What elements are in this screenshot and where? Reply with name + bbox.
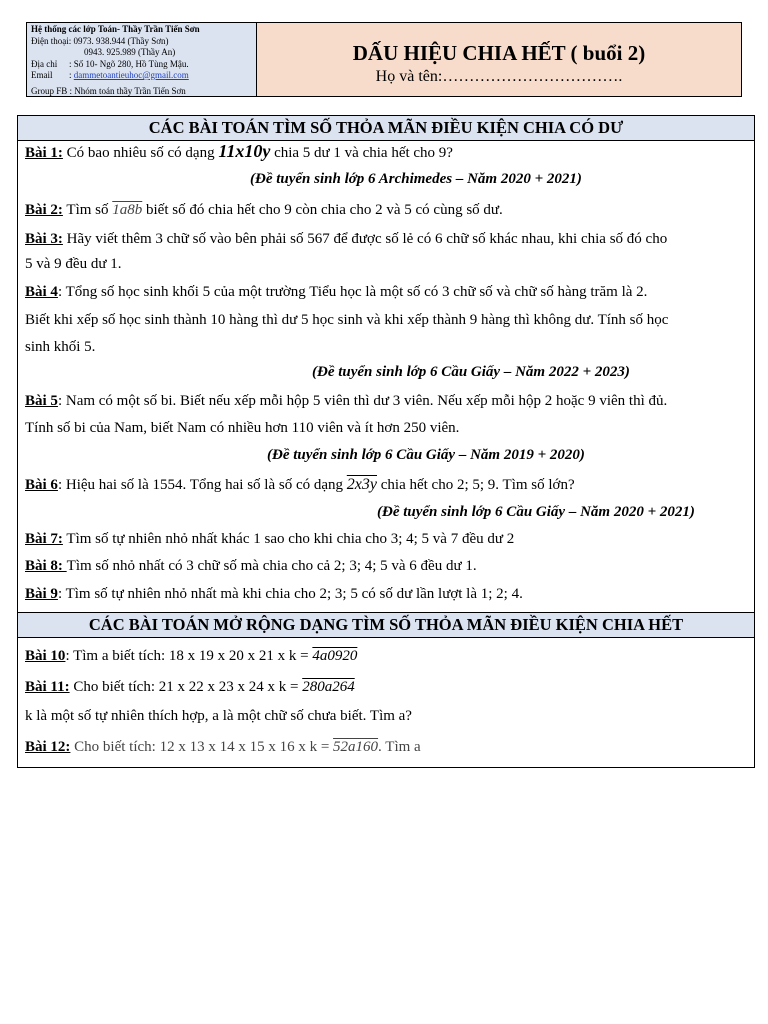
number-form: 2x3y (346, 476, 377, 493)
email-link[interactable]: dammetoantieuhoc@gmail.com (73, 70, 189, 80)
problem-5: Bài 5: Nam có một số bi. Biết nếu xếp mỗi hộp 5 viên thì dư 3 viên. Nếu xếp mỗi hộp 2 hoặc 9 viên thì đủ. (25, 393, 668, 409)
address: : Số 10- Ngõ 280, Hồ Tùng Mậu. (69, 58, 189, 69)
address-label: Địa chỉ (31, 58, 58, 69)
facebook-group: Group FB : Nhóm toán thầy Trần Tiến Sơn (31, 85, 186, 96)
problem-4-source: (Đề tuyển sinh lớp 6 Cầu Giấy – Năm 2022 + 2023) (312, 364, 630, 380)
student-name-line: Họ và tên:……………………………. (375, 68, 623, 85)
problem-11-cont: k là một số tự nhiên thích hợp, a là một chữ số chưa biết. Tìm a? (25, 708, 412, 724)
problem-5-cont: Tính số bi của Nam, biết Nam có nhiều hơn 110 viên và ít hơn 250 viên. (25, 420, 460, 436)
document-title: DẤU HIỆU CHIA HẾT ( buổi 2) (352, 41, 646, 65)
phone-label: Điện thoại: (31, 35, 72, 46)
exercise-box (17, 115, 755, 768)
problem-7: Bài 7: Tìm số tự nhiên nhỏ nhất khác 1 sao cho khi chia cho 3; 4; 5 và 7 đều dư 2 (25, 531, 515, 547)
problem-6: Bài 6: Hiệu hai số là 1554. Tổng hai số là số có dạng 2x3y chia hết cho 2; 5; 9. Tìm số lớn? (25, 476, 575, 493)
problem-4-cont: Biết khi xếp số học sinh thành 10 hàng thì dư 5 học sinh và khi xếp thành 9 hàng thì không dư. Tính số học (25, 312, 669, 328)
number-form: 280a264 (302, 679, 355, 695)
problem-1-source: (Đề tuyển sinh lớp 6 Archimedes – Năm 2020 + 2021) (250, 171, 582, 187)
problem-3-cont: 5 và 9 đều dư 1. (25, 256, 122, 272)
problem-8: Bài 8: Tìm số nhỏ nhất có 3 chữ số mà chia cho cả 2; 3; 4; 5 và 6 đều dư 1. (25, 558, 477, 574)
system-title: Hệ thống các lớp Toán- Thầy Trần Tiến Sơn (31, 24, 200, 34)
problem-1: Bài 1: Có bao nhiêu số có dạng 11x10y chia 5 dư 1 và chia hết cho 9? (25, 141, 453, 161)
problem-3: Bài 3: Hãy viết thêm 3 chữ số vào bên phải số 567 để được số lẻ có 6 chữ số khác nhau, khi chia số đó cho (25, 231, 668, 247)
email-label: Email (31, 70, 53, 80)
title-panel (257, 23, 741, 96)
number-form: 11x10y (218, 141, 271, 161)
problem-10: Bài 10: Tìm a biết tích: 18 x 19 x 20 x 21 x k = 4a0920 (25, 648, 358, 664)
teacher-info-panel: Hệ thống các lớp Toán- Thầy Trần Tiến Sơn Điện thoại: 0973. 938.944 (Thầy Sơn) 0943. 925.989 (Thầy An) Địa chỉ : Số 10- Ngõ 280, Hồ Tùng Mậu. Email : dammetoantieuhoc@gmail.com Group FB : Nhóm toán thầy Trần Tiến Sơn (27, 23, 257, 96)
problem-12: Bài 12: Cho biết tích: 12 x 13 x 14 x 15 x 16 x k = 52a160. Tìm a (25, 739, 421, 755)
problem-6-source: (Đề tuyển sinh lớp 6 Cầu Giấy – Năm 2020 + 2021) (377, 504, 695, 520)
phone-1: 0973. 938.944 (Thầy Sơn) (73, 35, 169, 46)
problem-5-source: (Đề tuyển sinh lớp 6 Cầu Giấy – Năm 2019 + 2020) (267, 447, 585, 463)
problem-9: Bài 9: Tìm số tự nhiên nhỏ nhất mà khi chia cho 2; 3; 5 có số dư lần lượt là 1; 2; 4. (25, 586, 523, 602)
problem-4-cont2: sinh khối 5. (25, 339, 96, 355)
number-form: 1a8b (112, 202, 143, 218)
phone-2: 0943. 925.989 (Thầy An) (84, 47, 176, 57)
problem-11: Bài 11: Cho biết tích: 21 x 22 x 23 x 24 x k = 280a264 (25, 679, 355, 695)
problem-4: Bài 4: Tổng số học sinh khối 5 của một trường Tiểu học là một số có 3 chữ số và chữ số hàng trăm là 2. (25, 284, 648, 300)
section-heading-divisible: CÁC BÀI TOÁN MỞ RỘNG DẠNG TÌM SỐ THỎA MÃN ĐIỀU KIỆN CHIA HẾT (18, 612, 754, 638)
number-form: 52a160 (333, 739, 379, 755)
number-form: 4a0920 (312, 648, 358, 664)
document-header (26, 22, 742, 97)
problem-2: Bài 2: Tìm số 1a8b biết số đó chia hết cho 9 còn chia cho 2 và 5 có cùng số dư. (25, 202, 503, 218)
section-heading-remainder: CÁC BÀI TOÁN TÌM SỐ THỎA MÃN ĐIỀU KIỆN CHIA CÓ DƯ (18, 116, 754, 141)
